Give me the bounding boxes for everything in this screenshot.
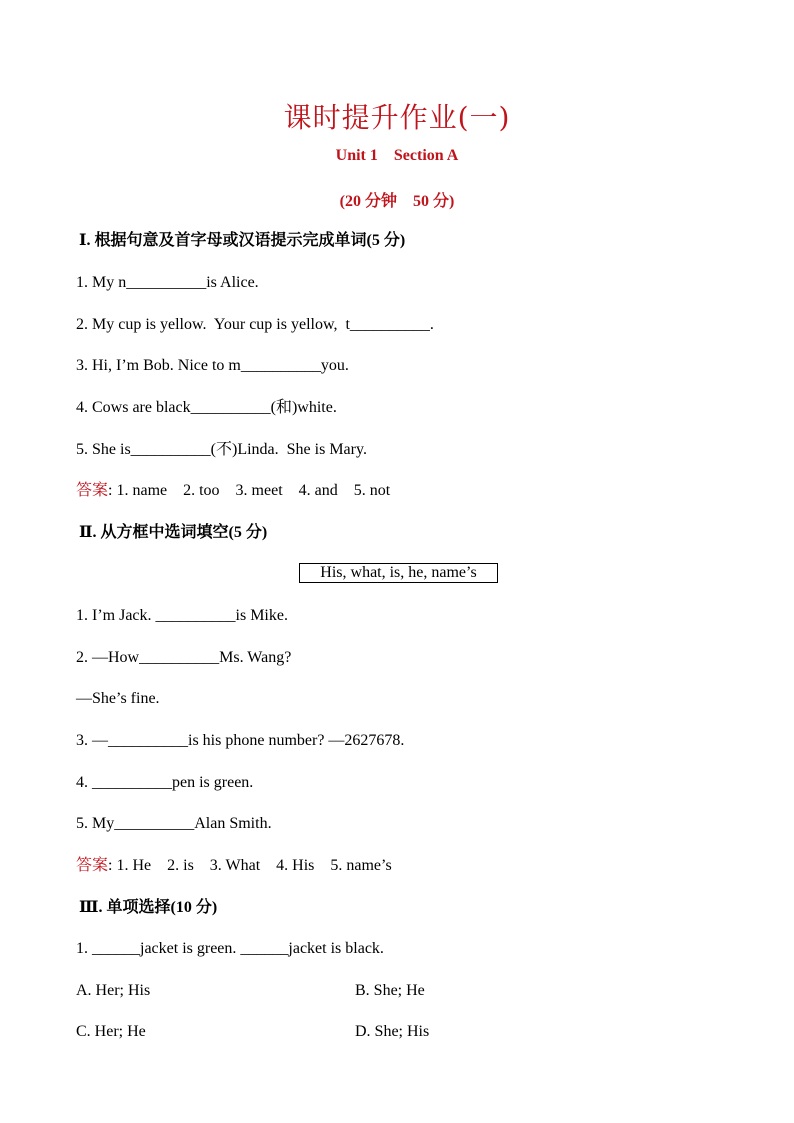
section-2-item-2: 2. —How__________Ms. Wang? — [76, 649, 292, 666]
section-1-item-1: 1. My n__________is Alice. — [76, 274, 259, 291]
section-2-item-1: 1. I’m Jack. __________is Mike. — [76, 607, 288, 624]
section-1-item-3: 3. Hi, I’m Bob. Nice to m__________you. — [76, 357, 349, 374]
answer-label: 答案 — [76, 857, 109, 874]
section-2-item-2-reply: —She’s fine. — [76, 690, 160, 707]
unit-subtitle: Unit 1 Section A — [335, 147, 459, 164]
section-2-heading: Ⅱ. 从方框中选词填空(5 分) — [79, 524, 268, 541]
section-2-answer — [76, 856, 392, 876]
answer-label: 答案 — [76, 482, 109, 499]
section-1-item-5: 5. She is__________(不)Linda. She is Mary. — [76, 441, 367, 458]
option-c: C. Her; He — [76, 1023, 146, 1040]
section-1-answer — [76, 481, 390, 501]
page-title: 课时提升作业(一) — [283, 101, 511, 134]
option-b: B. She; He — [355, 982, 425, 999]
section-2-item-4: 4. __________pen is green. — [76, 774, 254, 791]
answer-text: : 1. name 2. too 3. meet 4. and 5. not — [108, 482, 391, 499]
section-1-heading: Ⅰ. 根据句意及首字母或汉语提示完成单词(5 分) — [79, 232, 406, 249]
section-3-heading: Ⅲ. 单项选择(10 分) — [79, 899, 218, 916]
section-2-item-5: 5. My__________Alan Smith. — [76, 815, 272, 832]
section-3-question-1: 1. ______jacket is green. ______jacket is black. — [76, 940, 384, 957]
time-score: (20 分钟 50 分) — [339, 193, 455, 210]
section-2-item-3: 3. —__________is his phone number? —2627678. — [76, 732, 405, 749]
section-1-item-2: 2. My cup is yellow. Your cup is yellow, t__________. — [76, 316, 434, 333]
word-box: His, what, is, he, name’s — [299, 563, 498, 583]
option-a: A. Her; His — [76, 982, 151, 999]
answer-text: : 1. He 2. is 3. What 4. His 5. name’s — [108, 857, 392, 874]
option-d: D. She; His — [355, 1023, 430, 1040]
section-1-item-4: 4. Cows are black__________(和)white. — [76, 399, 337, 416]
